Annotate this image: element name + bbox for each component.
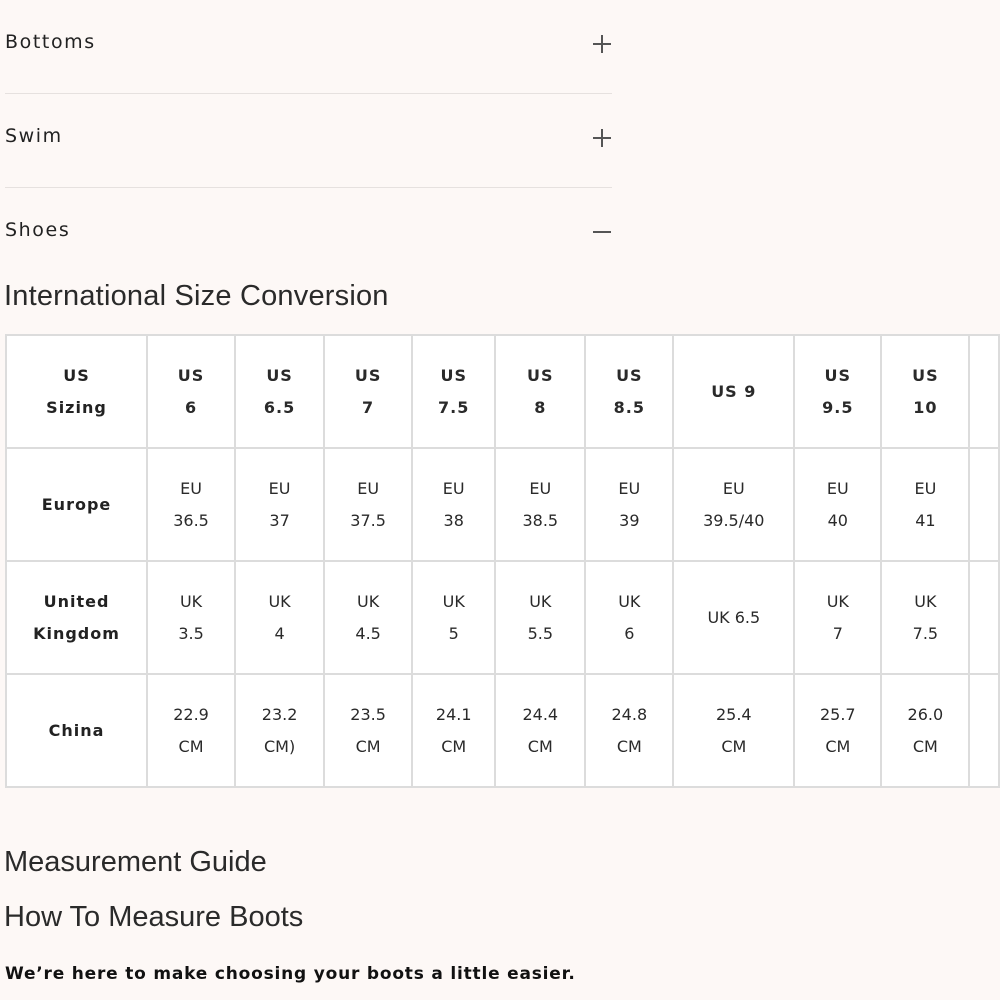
- intro-text: We’re here to make choosing your boots a little easier.: [5, 964, 576, 984]
- row-header-text: Europe: [41, 494, 112, 514]
- table-cell: [673, 335, 794, 448]
- cell-text: 36.5: [173, 510, 209, 530]
- accordion-label: Bottoms: [5, 31, 96, 53]
- cell-text: EU: [529, 478, 552, 498]
- section-title-size-conversion: International Size Conversion: [4, 280, 389, 312]
- cell-text: 6: [184, 397, 198, 417]
- row-header-text: United: [43, 591, 110, 611]
- cell-text: US: [527, 365, 554, 385]
- cell-text: 40: [827, 510, 848, 530]
- cell-text: 39.5/40: [703, 510, 765, 530]
- table-cell: [324, 448, 412, 561]
- table-cell: [412, 335, 495, 448]
- cell-text: UK 6.5: [707, 607, 761, 627]
- table-cell: [235, 335, 324, 448]
- cell-text: EU: [826, 478, 849, 498]
- table-cell: [794, 335, 881, 448]
- cell-text: UK: [268, 591, 291, 611]
- table-cell: [673, 674, 794, 787]
- table-cell: [495, 335, 585, 448]
- cell-text: EU: [722, 478, 745, 498]
- cell-text: UK: [442, 591, 465, 611]
- cell-text: US 9: [711, 381, 757, 401]
- accordion-label: Shoes: [5, 219, 71, 241]
- cell-text: CM: [721, 736, 747, 756]
- cell-text: CM: [178, 736, 204, 756]
- row-header: [6, 335, 147, 448]
- cell-text: US: [440, 365, 467, 385]
- cell-text: US: [266, 365, 293, 385]
- row-header-text: Kingdom: [33, 623, 120, 643]
- table-cell: [412, 674, 495, 787]
- cell-text: 4: [274, 623, 285, 643]
- cell-text: 5.5: [527, 623, 554, 643]
- cell-text: US: [177, 365, 205, 385]
- accordion-item-swim[interactable]: [5, 94, 612, 188]
- table-cell: [585, 674, 673, 787]
- cell-text: EU: [357, 478, 380, 498]
- row-header-text: China: [48, 720, 105, 740]
- cell-text: 23.5: [350, 704, 386, 724]
- cell-text: US: [354, 365, 382, 385]
- table-cell: [794, 448, 881, 561]
- table-cell: [235, 674, 324, 787]
- table-row: [6, 448, 999, 561]
- cell-text: CM): [263, 736, 296, 756]
- cell-text: 24.4: [522, 704, 559, 724]
- cell-text: EU: [914, 478, 937, 498]
- table-cell: [881, 448, 969, 561]
- table-cell: [495, 674, 585, 787]
- cell-text: 6.5: [263, 397, 296, 417]
- plus-icon[interactable]: [592, 34, 612, 54]
- cell-text: UK: [179, 591, 203, 611]
- cell-text: 8: [534, 397, 547, 417]
- cell-text: 23.2: [261, 704, 298, 724]
- table-cell-overflow: [969, 335, 999, 448]
- table-row: [6, 335, 999, 448]
- table-cell: [881, 674, 969, 787]
- cell-text: UK: [914, 591, 937, 611]
- table-cell: [324, 561, 412, 674]
- table-cell-overflow: [969, 561, 999, 674]
- row-header: [6, 674, 147, 787]
- table-cell: [794, 674, 881, 787]
- table-cell: [412, 448, 495, 561]
- cell-text: 8.5: [613, 397, 645, 417]
- table-cell: [495, 448, 585, 561]
- cell-text: 22.9: [173, 704, 209, 724]
- section-title-measurement-guide: Measurement Guide: [4, 846, 267, 878]
- cell-text: 4.5: [355, 623, 381, 643]
- table-row: [6, 674, 999, 787]
- cell-text: 7.5: [912, 623, 939, 643]
- table-cell: [412, 561, 495, 674]
- size-conversion-table: [5, 334, 1000, 788]
- cell-text: US: [616, 365, 643, 385]
- accordion-item-bottoms[interactable]: [5, 0, 612, 94]
- cell-text: CM: [912, 736, 938, 756]
- table-cell: [147, 561, 235, 674]
- cell-text: 25.7: [819, 704, 856, 724]
- size-guide-accordion: [5, 0, 612, 282]
- cell-text: 6: [624, 623, 635, 643]
- table-cell: [147, 674, 235, 787]
- cell-text: 24.1: [435, 704, 472, 724]
- cell-text: UK: [529, 591, 552, 611]
- cell-text: US: [912, 365, 939, 385]
- table-cell-overflow: [969, 448, 999, 561]
- table-cell: [324, 335, 412, 448]
- row-header: [6, 448, 147, 561]
- cell-text: UK: [826, 591, 849, 611]
- cell-text: US: [824, 365, 852, 385]
- cell-text: 3.5: [178, 623, 204, 643]
- cell-text: CM: [527, 736, 553, 756]
- cell-text: EU: [180, 478, 202, 498]
- cell-text: 38: [443, 510, 464, 530]
- table-cell: [495, 561, 585, 674]
- cell-text: 37: [269, 510, 290, 530]
- table-cell-overflow: [969, 674, 999, 787]
- row-header: [6, 561, 147, 674]
- cell-text: 26.0: [907, 704, 944, 724]
- cell-text: 38.5: [522, 510, 559, 530]
- table-cell: [147, 448, 235, 561]
- table-cell: [673, 448, 794, 561]
- cell-text: EU: [268, 478, 291, 498]
- minus-icon[interactable]: [592, 222, 612, 242]
- table-cell: [794, 561, 881, 674]
- table-cell: [585, 335, 673, 448]
- table-row: [6, 561, 999, 674]
- cell-text: CM: [441, 736, 467, 756]
- section-title-how-to-measure: How To Measure Boots: [4, 901, 304, 933]
- cell-text: UK: [618, 591, 641, 611]
- table-cell: [324, 674, 412, 787]
- cell-text: EU: [618, 478, 641, 498]
- cell-text: 7.5: [438, 397, 470, 417]
- table-cell: [235, 448, 324, 561]
- cell-text: 5: [448, 623, 459, 643]
- cell-text: UK: [357, 591, 380, 611]
- cell-text: 9.5: [822, 397, 854, 417]
- cell-text: CM: [616, 736, 642, 756]
- table-cell: [673, 561, 794, 674]
- row-header-text: Sizing: [46, 397, 107, 417]
- cell-text: 24.8: [611, 704, 648, 724]
- plus-icon[interactable]: [592, 128, 612, 148]
- table-cell: [235, 561, 324, 674]
- cell-text: 25.4: [715, 704, 752, 724]
- table-cell: [881, 561, 969, 674]
- table-cell: [585, 448, 673, 561]
- cell-text: CM: [355, 736, 381, 756]
- cell-text: 7: [362, 397, 375, 417]
- cell-text: 37.5: [350, 510, 386, 530]
- table-cell: [585, 561, 673, 674]
- cell-text: 41: [915, 510, 936, 530]
- cell-text: 10: [913, 397, 938, 417]
- table-cell: [881, 335, 969, 448]
- accordion-item-shoes[interactable]: [5, 188, 612, 282]
- cell-text: 7: [832, 623, 843, 643]
- cell-text: CM: [825, 736, 851, 756]
- table-cell: [147, 335, 235, 448]
- row-header-text: US: [63, 365, 90, 385]
- cell-text: EU: [442, 478, 465, 498]
- accordion-label: Swim: [5, 125, 63, 147]
- cell-text: 39: [619, 510, 640, 530]
